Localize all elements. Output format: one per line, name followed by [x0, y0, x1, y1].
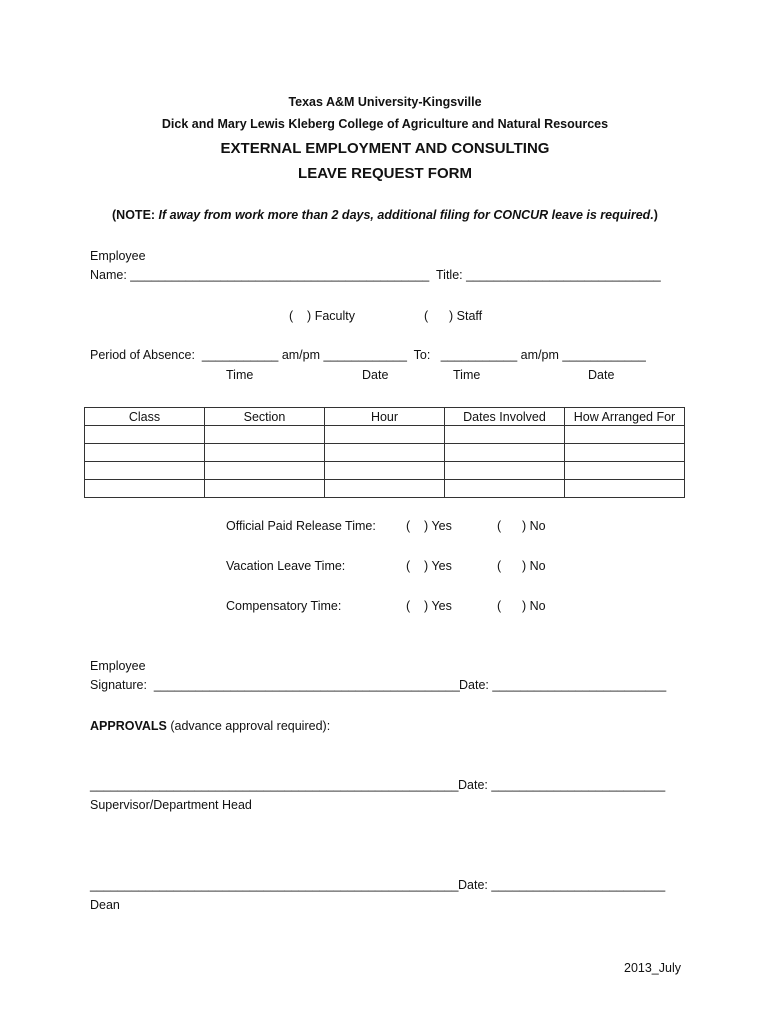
date-caption-2: Date: [588, 368, 615, 382]
signature-employee-label: Employee: [90, 659, 146, 673]
table-cell[interactable]: [205, 444, 325, 462]
employee-signature-date-field[interactable]: Date: _________________________: [459, 678, 667, 692]
dean-date-field[interactable]: Date: _________________________: [458, 878, 666, 892]
header-how-arranged-for: How Arranged For: [565, 408, 685, 426]
table-cell[interactable]: [85, 462, 205, 480]
table-row: [85, 462, 685, 480]
note-text: If away from work more than 2 days, additional filing for CONCUR leave is required.: [158, 208, 654, 222]
header-section: Section: [205, 408, 325, 426]
class-coverage-table: [84, 407, 685, 498]
note-suffix: ): [653, 208, 658, 222]
table-header-row: [85, 408, 685, 426]
date-caption-1: Date: [362, 368, 389, 382]
vacation-leave-no[interactable]: ( ) No: [497, 559, 546, 573]
period-of-absence-field[interactable]: Period of Absence: ___________ am/pm ____________ To: ___________ am/pm ____________: [90, 348, 646, 362]
compensatory-time-yes[interactable]: ( ) Yes: [406, 599, 452, 613]
dean-signature-line[interactable]: _____________________________________________________: [90, 878, 459, 892]
employee-signature-field[interactable]: Signature: ____________________________________________: [90, 678, 460, 692]
employee-label: Employee: [90, 249, 146, 263]
time-caption-1: Time: [226, 368, 254, 382]
table-cell[interactable]: [565, 480, 685, 498]
employee-name-field[interactable]: Name: ___________________________________________: [90, 268, 430, 282]
note-prefix: (NOTE:: [112, 208, 159, 222]
table-cell[interactable]: [325, 480, 445, 498]
paid-release-no[interactable]: ( ) No: [497, 519, 546, 533]
form-title-line1: EXTERNAL EMPLOYMENT AND CONSULTING: [220, 140, 550, 157]
title-field[interactable]: Title: ____________________________: [436, 268, 661, 282]
table-cell[interactable]: [565, 426, 685, 444]
vacation-leave-yes[interactable]: ( ) Yes: [406, 559, 452, 573]
header-hour: Hour: [325, 408, 445, 426]
table-cell[interactable]: [85, 426, 205, 444]
table-row: [85, 444, 685, 462]
table-cell[interactable]: [565, 462, 685, 480]
paid-release-yes[interactable]: ( ) Yes: [406, 519, 452, 533]
supervisor-date-field[interactable]: Date: _________________________: [458, 778, 666, 792]
dean-label: Dean: [90, 898, 120, 912]
approvals-subtext: (advance approval required):: [166, 719, 331, 733]
table-cell[interactable]: [565, 444, 685, 462]
supervisor-signature-line[interactable]: _____________________________________________________: [90, 778, 459, 792]
approvals-label: APPROVALS: [90, 719, 167, 733]
table-cell[interactable]: [445, 462, 565, 480]
table-cell[interactable]: [445, 426, 565, 444]
table-cell[interactable]: [325, 426, 445, 444]
table-cell[interactable]: [85, 444, 205, 462]
table-cell[interactable]: [445, 480, 565, 498]
table-cell[interactable]: [85, 480, 205, 498]
table-cell[interactable]: [205, 426, 325, 444]
compensatory-time-no[interactable]: ( ) No: [497, 599, 546, 613]
faculty-option[interactable]: ( ) Faculty: [289, 309, 355, 323]
table-cell[interactable]: [325, 444, 445, 462]
college-name: Dick and Mary Lewis Kleberg College of Agriculture and Natural Resources: [161, 117, 609, 131]
approvals-heading: [90, 719, 330, 733]
table-row: [85, 480, 685, 498]
table-cell[interactable]: [445, 444, 565, 462]
staff-option[interactable]: ( ) Staff: [424, 309, 483, 323]
vacation-leave-label: Vacation Leave Time:: [226, 559, 346, 573]
supervisor-label: Supervisor/Department Head: [90, 798, 252, 812]
header-dates-involved: Dates Involved: [445, 408, 565, 426]
time-caption-2: Time: [453, 368, 481, 382]
form-title-line2: LEAVE REQUEST FORM: [298, 165, 472, 182]
header-class: Class: [85, 408, 205, 426]
form-version: 2013_July: [624, 961, 681, 975]
table-cell[interactable]: [325, 462, 445, 480]
note: [0, 208, 770, 222]
table-cell[interactable]: [205, 480, 325, 498]
compensatory-time-label: Compensatory Time:: [226, 599, 342, 613]
table-row: [85, 426, 685, 444]
university-name: Texas A&M University-Kingsville: [288, 95, 482, 109]
paid-release-label: Official Paid Release Time:: [226, 519, 376, 533]
table-cell[interactable]: [205, 462, 325, 480]
